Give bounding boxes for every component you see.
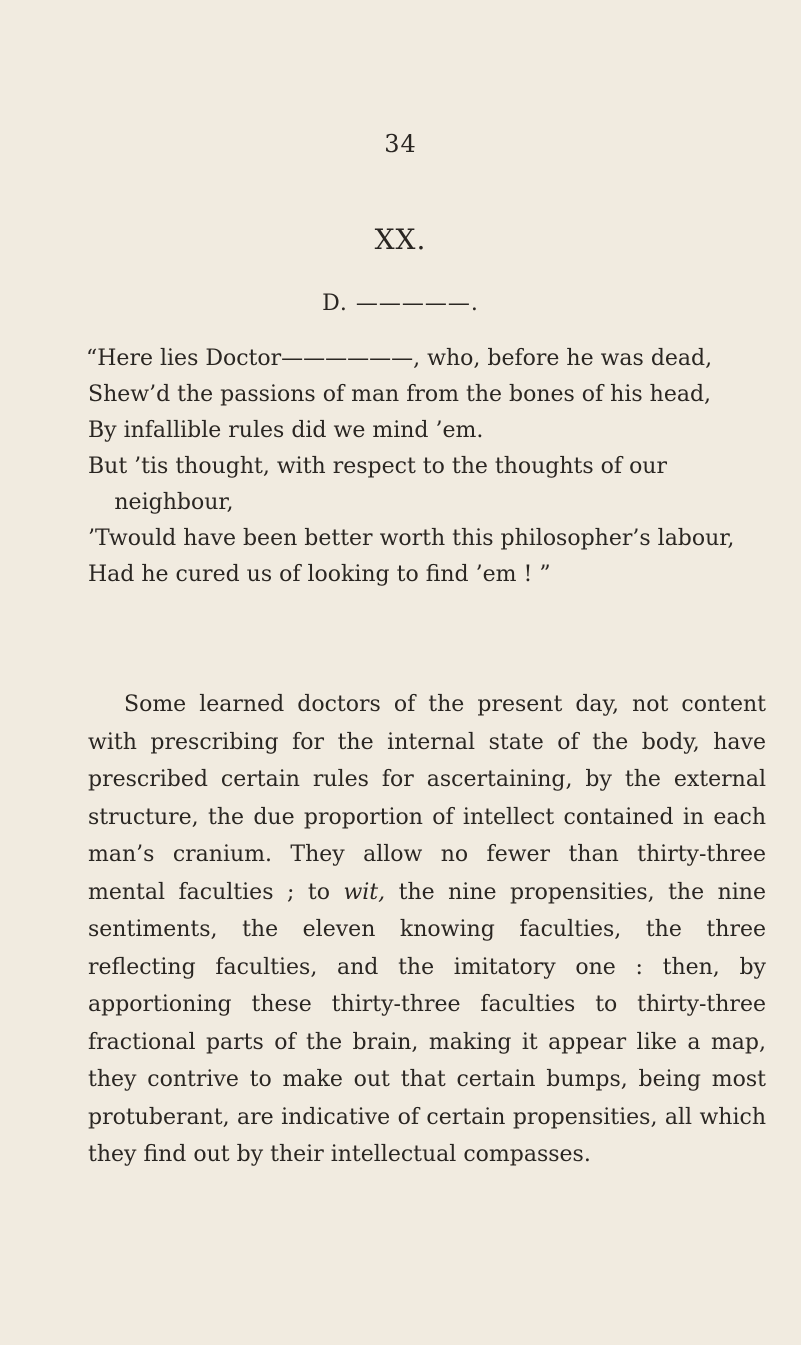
poem-line: Had he cured us of looking to find ’em ! ” [88, 562, 551, 587]
poem-line: “Here lies Doctor——————, who, before he was dead, [86, 346, 713, 371]
section-heading: XX. [374, 223, 427, 256]
paragraph-text-continued: the nine propensities, the nine sentiments, the eleven knowing faculties, the three reflecting faculties, and the imitatory one : then, by apportioning these thirty-three faculties to thirty-three fractional parts of the brain, making it appear like a map, they contrive to make out that certain bumps, being most protuberant, are indicative of certain propensities, all which they find out by their intellectual compasses. [88, 879, 766, 1167]
poem-line: But ’tis thought, with respect to the thoughts of our neighbour, [88, 454, 667, 515]
section-subtitle: D. —————. [322, 291, 479, 316]
epitaph-poem [88, 341, 768, 593]
paragraph-text: Some learned doctors of the present day, not content with prescribing for the internal state of the body, have prescribed certain rules for ascertaining, by the external structure, the due proportion of intellect contained in each man’s cranium. They allow no fewer than thirty-three mental faculties ; to [88, 692, 766, 905]
poem-line: ’Twould have been better worth this philosopher’s labour, [88, 526, 735, 551]
body-paragraph [88, 686, 766, 1174]
poem-line: By infallible rules did we mind ’em. [88, 418, 484, 443]
poem-line: Shew’d the passions of man from the bones of his head, [88, 382, 712, 407]
page-number: 34 [384, 130, 417, 158]
italic-word: wit, [343, 879, 386, 905]
